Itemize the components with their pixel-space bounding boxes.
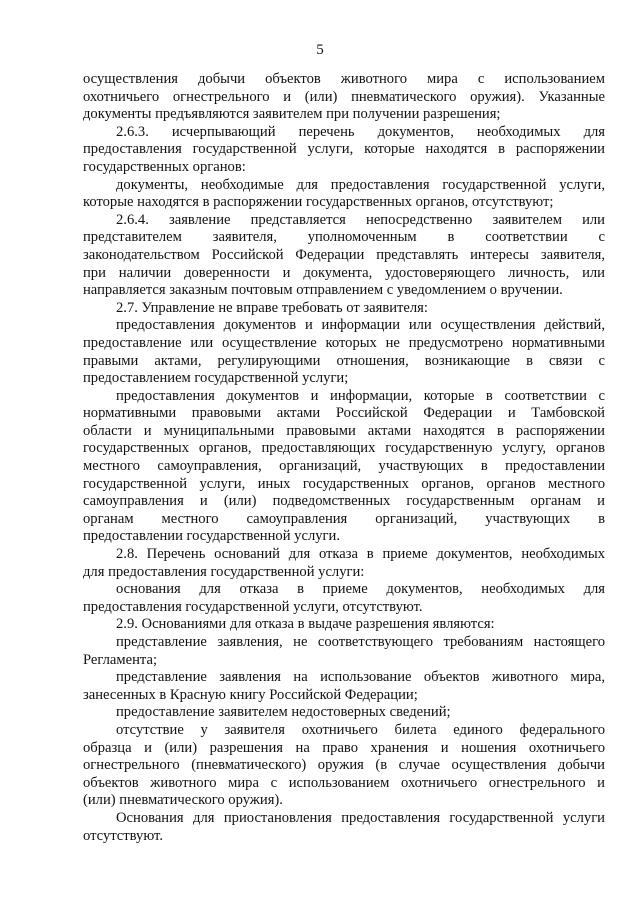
paragraph: [83, 616, 605, 634]
paragraph: [83, 388, 605, 546]
paragraph: [83, 300, 605, 318]
text-line: 2.6.4. заявление представляется непосредственно заявителем или: [116, 211, 605, 228]
text-line: представление заявления на использование объектов животного мира,: [116, 669, 605, 686]
text-line: государственных органов, предоставляющих государственную услугу, органов: [83, 440, 605, 457]
text-line: государственной услуги, иных государственных органов, органов местного: [83, 475, 605, 492]
text-line: Основания для приостановления предоставления государственной услуги: [116, 809, 605, 826]
text-line: предоставления государственной услуги, отсутствуют.: [83, 598, 423, 615]
text-line: 2.8. Перечень оснований для отказа в приеме документов, необходимых: [116, 546, 605, 563]
text-line: документы предъявляются заявителем при получении разрешения;: [83, 106, 501, 123]
text-line: при наличии доверенности и документа, удостоверяющего личность, или: [83, 264, 605, 281]
text-line: 2.7. Управление не вправе требовать от заявителя:: [116, 299, 428, 316]
paragraph: [83, 722, 605, 810]
paragraph: [83, 581, 605, 616]
text-line: правыми актами, регулирующими отношения, возникающие в связи с: [83, 352, 605, 369]
text-line: занесенных в Красную книгу Российской Федерации;: [83, 686, 418, 703]
text-line: осуществления добычи объектов животного мира с использованием: [83, 71, 605, 87]
text-line: предоставления документов и информации или осуществления действий,: [116, 317, 605, 334]
text-line: органам местного самоуправления организаций, участвующих в: [83, 510, 605, 527]
text-line: 2.6.3. исчерпывающий перечень документов, необходимых для: [116, 123, 605, 140]
paragraph: [83, 546, 605, 581]
paragraph: [83, 634, 605, 669]
text-line: предоставление или осуществление которых не предусмотрено нормативными: [83, 334, 605, 351]
text-line: нормативными правовыми актами Российской Федерации и Тамбовской: [83, 405, 605, 422]
text-line: огнестрельного (пневматического) оружия (в случае осуществления добычи: [83, 757, 605, 774]
text-line: законодательством Российской Федерации представлять интересы заявителя,: [83, 246, 605, 263]
text-line: предоставлением государственной услуги;: [83, 370, 349, 387]
text-line: отсутствуют.: [83, 827, 163, 844]
paragraph: [83, 810, 605, 845]
document-body: [83, 71, 605, 845]
text-line: которые находятся в распоряжении государственных органов, отсутствуют;: [83, 194, 554, 211]
text-line: области и муниципальными правовыми актами находятся в распоряжении: [83, 422, 605, 439]
paragraph: [83, 317, 605, 387]
text-line: охотничьего огнестрельного и (или) пневматического оружия). Указанные: [83, 88, 605, 105]
text-line: образца и (или) разрешения на право хранения и ношения охотничьего: [83, 739, 605, 756]
text-line: основания для отказа в приеме документов, необходимых для: [116, 581, 605, 598]
text-line: предоставления государственной услуги, которые находятся в распоряжении: [83, 141, 605, 158]
page-number: 5: [316, 42, 324, 58]
paragraph: [83, 124, 605, 177]
text-line: государственных органов:: [83, 158, 246, 175]
text-line: (или) пневматического оружия).: [83, 792, 283, 809]
text-line: объектов животного мира с использованием охотничьего огнестрельного и: [83, 774, 605, 791]
text-line: предоставления документов и информации, которые в соответствии с: [116, 387, 605, 404]
text-line: представление заявления, не соответствующего требованиям настоящего: [116, 634, 605, 650]
text-line: местного самоуправления, организаций, участвующих в предоставлении: [83, 458, 605, 475]
paragraph: [83, 669, 605, 704]
paragraph: [83, 212, 605, 300]
paragraph: [83, 704, 605, 722]
paragraph: [83, 177, 605, 212]
text-line: Регламента;: [83, 651, 158, 668]
text-line: направляется заказным почтовым отправлением с уведомлением о вручении.: [83, 282, 563, 299]
text-line: 2.9. Основаниями для отказа в выдаче разрешения являются:: [116, 616, 495, 633]
text-line: для предоставления государственной услуги:: [83, 563, 365, 580]
text-line: самоуправления и (или) подведомственных государственным органам и: [83, 493, 605, 510]
text-line: отсутствие у заявителя охотничьего билета единого федерального: [116, 721, 605, 738]
text-line: документы, необходимые для предоставления государственной услуги,: [116, 176, 605, 193]
text-line: предоставлении государственной услуги.: [83, 528, 340, 545]
text-line: предоставление заявителем недостоверных сведений;: [116, 704, 451, 721]
text-line: представителем заявителя, уполномоченным в соответствии с: [83, 229, 605, 246]
paragraph: [83, 71, 605, 124]
